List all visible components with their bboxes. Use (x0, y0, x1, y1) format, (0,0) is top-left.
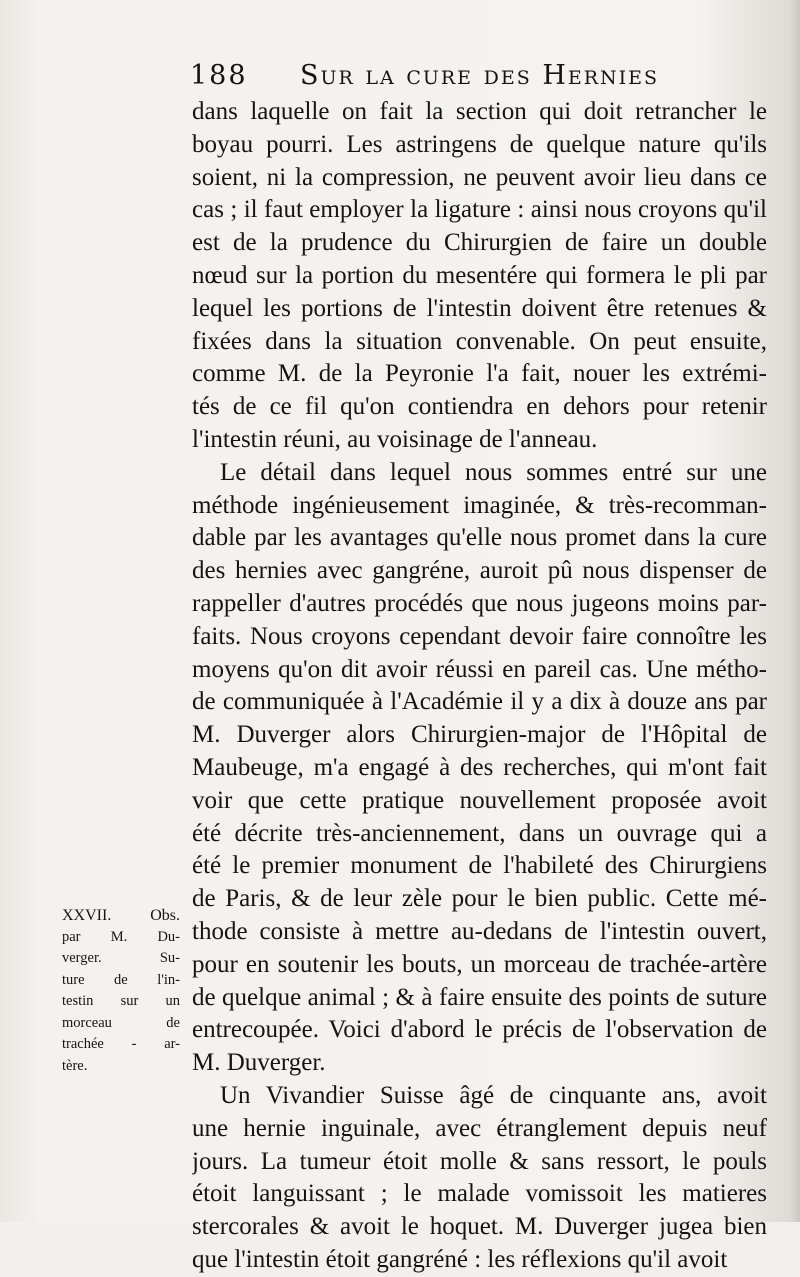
text-line: faits. Nous croyons cependant devoir faire connoître les (192, 622, 767, 650)
text-line: dans laquelle on fait la section qui doit retrancher le (192, 98, 767, 125)
margin-note-line: XXVII. Obs. (62, 907, 180, 924)
text-line: thode consiste à mettre au-dedans de l'intestin ouvert, (192, 917, 767, 945)
text-line: Maubeuge, m'a engagé à des recherches, qui m'ont fait (192, 753, 767, 781)
text-line: de communiquée à l'Académie il y a dix à douze ans par (192, 688, 767, 716)
margin-note-line: par M. Du- (62, 928, 180, 945)
text-line: comme M. de la Peyronie l'a fait, nouer les extrémi- (192, 360, 767, 388)
text-line: M. Duverger alors Chirurgien-major de l'Hôpital de (192, 721, 767, 749)
text-line: entrecoupée. Voici d'abord le précis de l'observation de (192, 1016, 767, 1044)
margin-note-line: verger. Su- (62, 950, 180, 966)
text-line: fixées dans la situation convenable. On peut ensuite, (192, 327, 767, 355)
margin-note-line: morceau de (62, 1014, 180, 1031)
page-number: 188 (190, 60, 248, 91)
body-text (192, 96, 767, 1277)
text-line: des hernies avec gangréne, auroit pû nous dispenser de (192, 557, 767, 585)
running-head (190, 60, 770, 100)
running-title: Sur la cure des Hernies (300, 60, 660, 91)
margin-note-line: tère. (62, 1057, 88, 1074)
text-line: une hernie inguinale, avec étranglement depuis neuf (192, 1114, 767, 1142)
text-line: tés de ce fil qu'on contiendra en dehors pour retenir (192, 393, 767, 421)
text-line: lequel les portions de l'intestin doivent être retenues & (192, 294, 767, 322)
text-line: M. Duverger. (192, 1049, 326, 1077)
text-line: été décrite très-anciennement, dans un ouvrage qui a (192, 819, 767, 847)
text-line: méthode ingénieusement imaginée, & très-recomman- (192, 491, 767, 519)
text-line: étoit languissant ; le malade vomissoit les matieres (192, 1180, 767, 1208)
text-line: cas ; il faut employer la ligature : ainsi nous croyons qu'il (192, 196, 767, 224)
text-line: est de la prudence du Chirurgien de faire un double (192, 229, 767, 257)
margin-note (62, 905, 180, 1077)
text-line: boyau pourri. Les astringens de quelque nature qu'ils (192, 130, 767, 158)
text-line: été le premier monument de l'habileté des Chirurgiens (192, 852, 767, 880)
text-line: pour en soutenir les bouts, un morceau de trachée-artère (192, 950, 767, 978)
text-line: stercorales & avoit le hoquet. M. Duverger jugea bien (192, 1213, 767, 1241)
margin-note-line: testin sur un (62, 993, 180, 1009)
text-line: rappeller d'autres procédés que nous jugeons moins par- (192, 589, 767, 617)
text-line: dable par les avantages qu'elle nous promet dans la cure (192, 524, 767, 552)
text-line: Le détail dans lequel nous sommes entré sur une (220, 458, 767, 486)
text-line: de Paris, & de leur zèle pour le bien public. Cette mé- (192, 885, 767, 913)
text-line: moyens qu'on dit avoir réussi en pareil cas. Une métho- (192, 655, 767, 683)
text-line: nœud sur la portion du mesentére qui formera le pli par (192, 261, 767, 289)
margin-note-line: trachée - ar- (62, 1036, 180, 1052)
text-line: Un Vivandier Suisse âgé de cinquante ans, avoit (220, 1081, 767, 1109)
text-line: l'intestin réuni, au voisinage de l'anneau. (192, 425, 598, 453)
margin-note-line: ture de l'in- (62, 971, 180, 988)
text-line: que l'intestin étoit gangréné : les réflexions qu'il avoit (192, 1245, 728, 1273)
text-line: voir que cette pratique nouvellement proposée avoit (192, 786, 767, 814)
text-line: jours. La tumeur étoit molle & sans ressort, le pouls (192, 1147, 767, 1175)
text-line: soient, ni la compression, ne peuvent avoir lieu dans ce (192, 163, 767, 191)
text-line: de quelque animal ; & à faire ensuite des points de suture (192, 983, 767, 1011)
